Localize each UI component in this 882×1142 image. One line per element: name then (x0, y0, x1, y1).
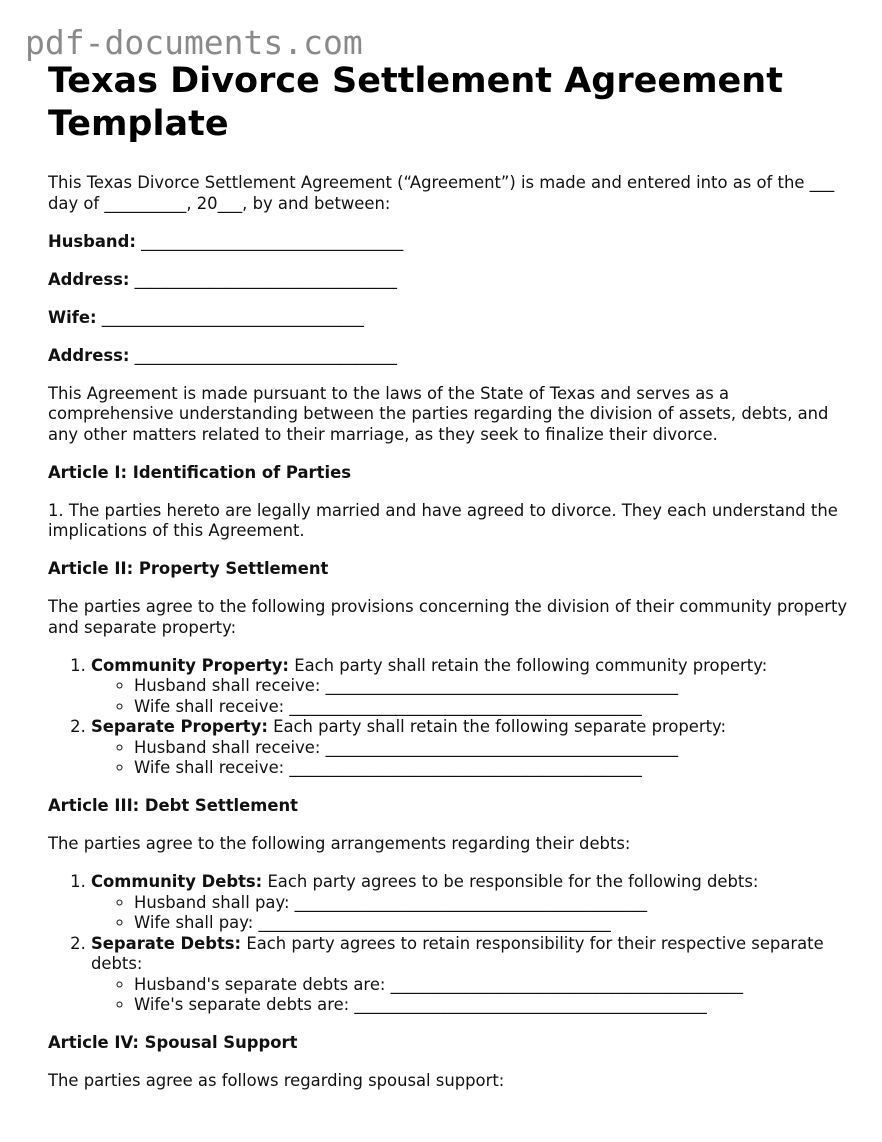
sub-list (91, 738, 848, 779)
wife-blank: ________________________________ (101, 307, 364, 327)
item-text: Each party shall retain the following separate property: (267, 717, 727, 736)
sub-item: ◦ Wife shall pay: ___________________________________________ (134, 913, 848, 934)
separate-debts-item (91, 934, 848, 1016)
wife-address-blank: ________________________________ (134, 345, 397, 365)
item-text: Each party agrees to retain responsibility for their respective separate debts: (91, 933, 824, 973)
sub-item: ◦ Wife shall receive: ___________________________________________ (134, 758, 848, 779)
article-4-heading: Article IV: Spousal Support (48, 1033, 298, 1052)
article-4-intro: The parties agree as follows regarding spousal support: (48, 1071, 505, 1090)
husband-line (48, 232, 848, 253)
item-text: Each party agrees to be responsible for the following debts: (262, 872, 759, 891)
item-text: Each party shall retain the following community property: (289, 655, 768, 675)
watermark-logo: pdf-documents.com (25, 23, 363, 62)
separate-property-item (91, 717, 848, 779)
husband-address-blank: ________________________________ (134, 269, 397, 289)
sub-item: ◦ Wife shall receive: ___________________________________________ (134, 697, 848, 718)
wife-address-line (48, 346, 848, 367)
article-3-intro: The parties agree to the following arrangements regarding their debts: (48, 834, 631, 853)
item-title: Community Property: (91, 655, 289, 675)
community-property-item (91, 656, 848, 718)
intro-paragraph: This Texas Divorce Settlement Agreement (“Agreement”) is made and entered into as of the ___ day of __________, 20___, by and between: (48, 173, 835, 213)
party-label: Address: (48, 345, 130, 365)
wife-line (48, 308, 848, 329)
party-label: Address: (48, 269, 130, 289)
debt-list (48, 872, 848, 1016)
sub-list (91, 893, 848, 934)
sub-list (91, 975, 848, 1016)
item-title: Separate Property: (91, 717, 268, 736)
sub-item: ◦ Wife's separate debts are: ___________________________________________ (134, 995, 848, 1016)
purpose-paragraph: This Agreement is made pursuant to the laws of the State of Texas and serves as a comprehensive understanding between the parties regarding the division of assets, debts, and any other matters related to their marriage, as they seek to finalize their divorce. (48, 383, 829, 444)
party-label: Husband: (48, 231, 136, 251)
sub-list (91, 676, 848, 717)
document-title: Texas Divorce Settlement Agreement Template (48, 61, 783, 144)
sub-item: ◦ Husband's separate debts are: ___________________________________________ (134, 975, 848, 996)
article-2-heading: Article II: Property Settlement (48, 559, 329, 578)
husband-address-line (48, 270, 848, 291)
document-page (48, 60, 848, 1109)
item-title: Community Debts: (91, 872, 263, 891)
party-label: Wife: (48, 307, 97, 327)
article-1-heading: Article I: Identification of Parties (48, 462, 351, 482)
article-1-text: 1. The parties hereto are legally married and have agreed to divorce. They each understand the implications of this Agreement. (48, 500, 838, 540)
item-title: Separate Debts: (91, 933, 242, 953)
husband-blank: ________________________________ (141, 231, 404, 251)
article-2-intro: The parties agree to the following provisions concerning the division of their community property and separate property: (48, 597, 848, 637)
sub-item: ◦ Husband shall receive: ___________________________________________ (134, 676, 848, 697)
article-3-heading: Article III: Debt Settlement (48, 796, 298, 815)
community-debts-item (91, 872, 848, 934)
sub-item: ◦ Husband shall receive: ___________________________________________ (134, 738, 848, 759)
property-list (48, 656, 848, 779)
sub-item: ◦ Husband shall pay: ___________________________________________ (134, 893, 848, 914)
